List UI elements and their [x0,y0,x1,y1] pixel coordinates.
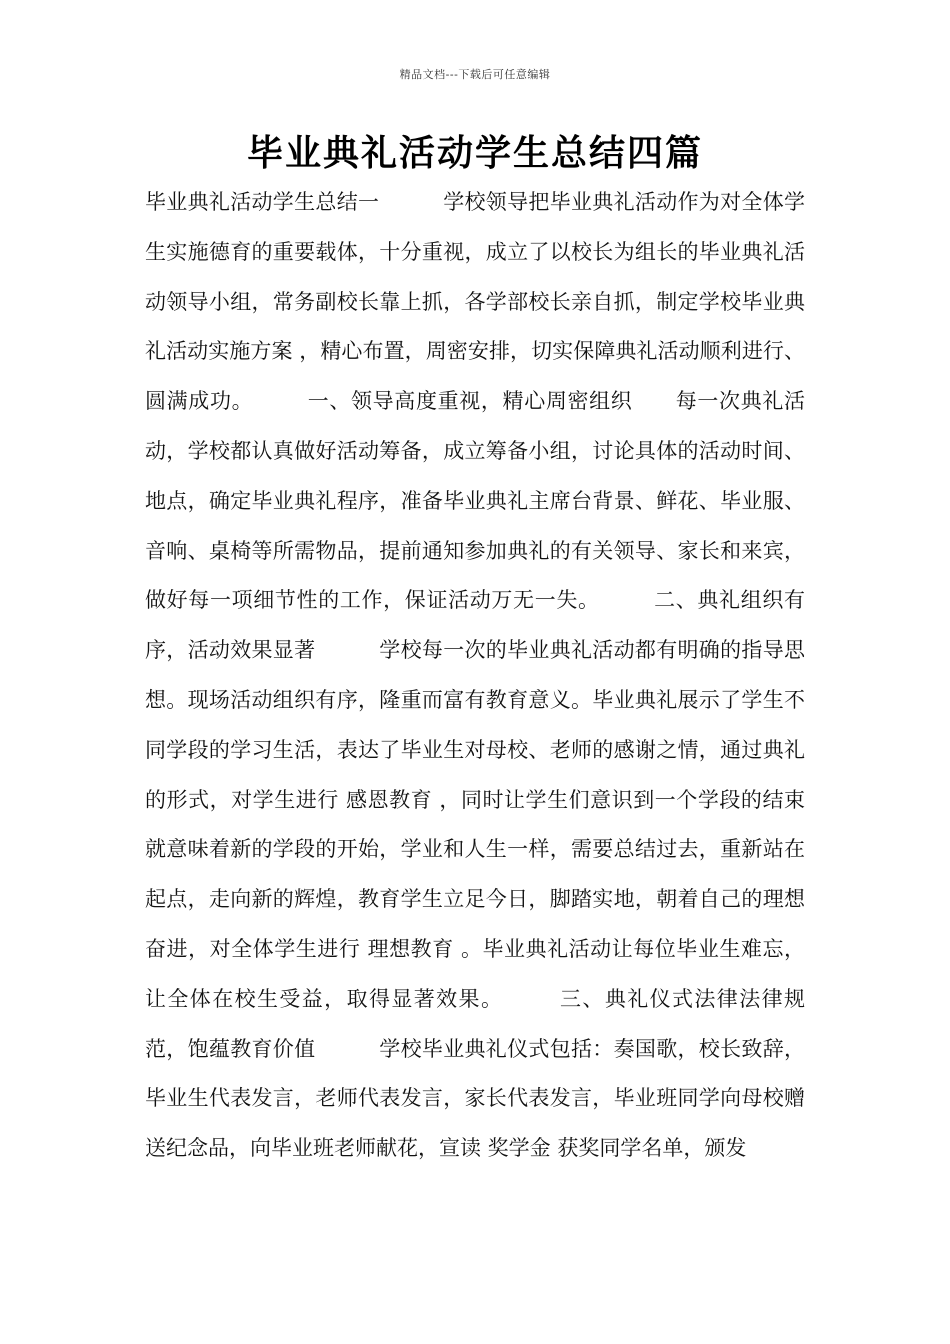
header-watermark: 精品文档---下载后可任意编辑 [399,68,551,81]
document-body-paragraph: 毕业典礼活动学生总结一 学校领导把毕业典礼活动作为对全体学生实施德育的重要载体，十分重视，成立了以校长为组长的毕业典礼活动领导小组，常务副校长靠上抓，各学部校长亲自抓，制定学校毕业典礼活动实施方案 ，精心布置，周密安排，切实保障典礼活动顺利进行、圆满成功。 一、领导高度重视，精心周密组织 每一次典礼活动，学校都认真做好活动筹备，成立筹备小组，讨论具体的活动时间、地点，确定毕业典礼程序，准备毕业典礼主席台背景、鲜花、毕业服、音响、桌椅等所需物品，提前通知参加典礼的有关领导、家长和来宾，做好每一项细节性的工作，保证活动万无一失。 二、典礼组织有序，活动效果显著 学校每一次的毕业典礼活动都有明确的指导思想。现场活动组织有序，隆重而富有教育意义。毕业典礼展示了学生不同学段的学习生活，表达了毕业生对母校、老师的感谢之情，通过典礼的形式，对学生进行 感恩教育 ，同时让学生们意识到一个学段的结束就意味着新的学段的开始，学业和人生一样，需要总结过去，重新站在起点，走向新的辉煌，教育学生立足今日，脚踏实地，朝着自己的理想奋进，对全体学生进行 理想教育 。毕业典礼活动让每位毕业生难忘，让全体在校生受益，取得显著效果。 三、典礼仪式法律法律规范，饱蕴教育价值 学校毕业典礼仪式包括：奏国歌，校长致辞，毕业生代表发言，老师代表发言，家长代表发言，毕业班同学向母校赠送纪念品，向毕业班老师献花，宣读 奖学金 获奖同学名单，颁发 [145,190,805,1161]
document-title: 毕业典礼活动学生总结四篇 [246,132,703,174]
